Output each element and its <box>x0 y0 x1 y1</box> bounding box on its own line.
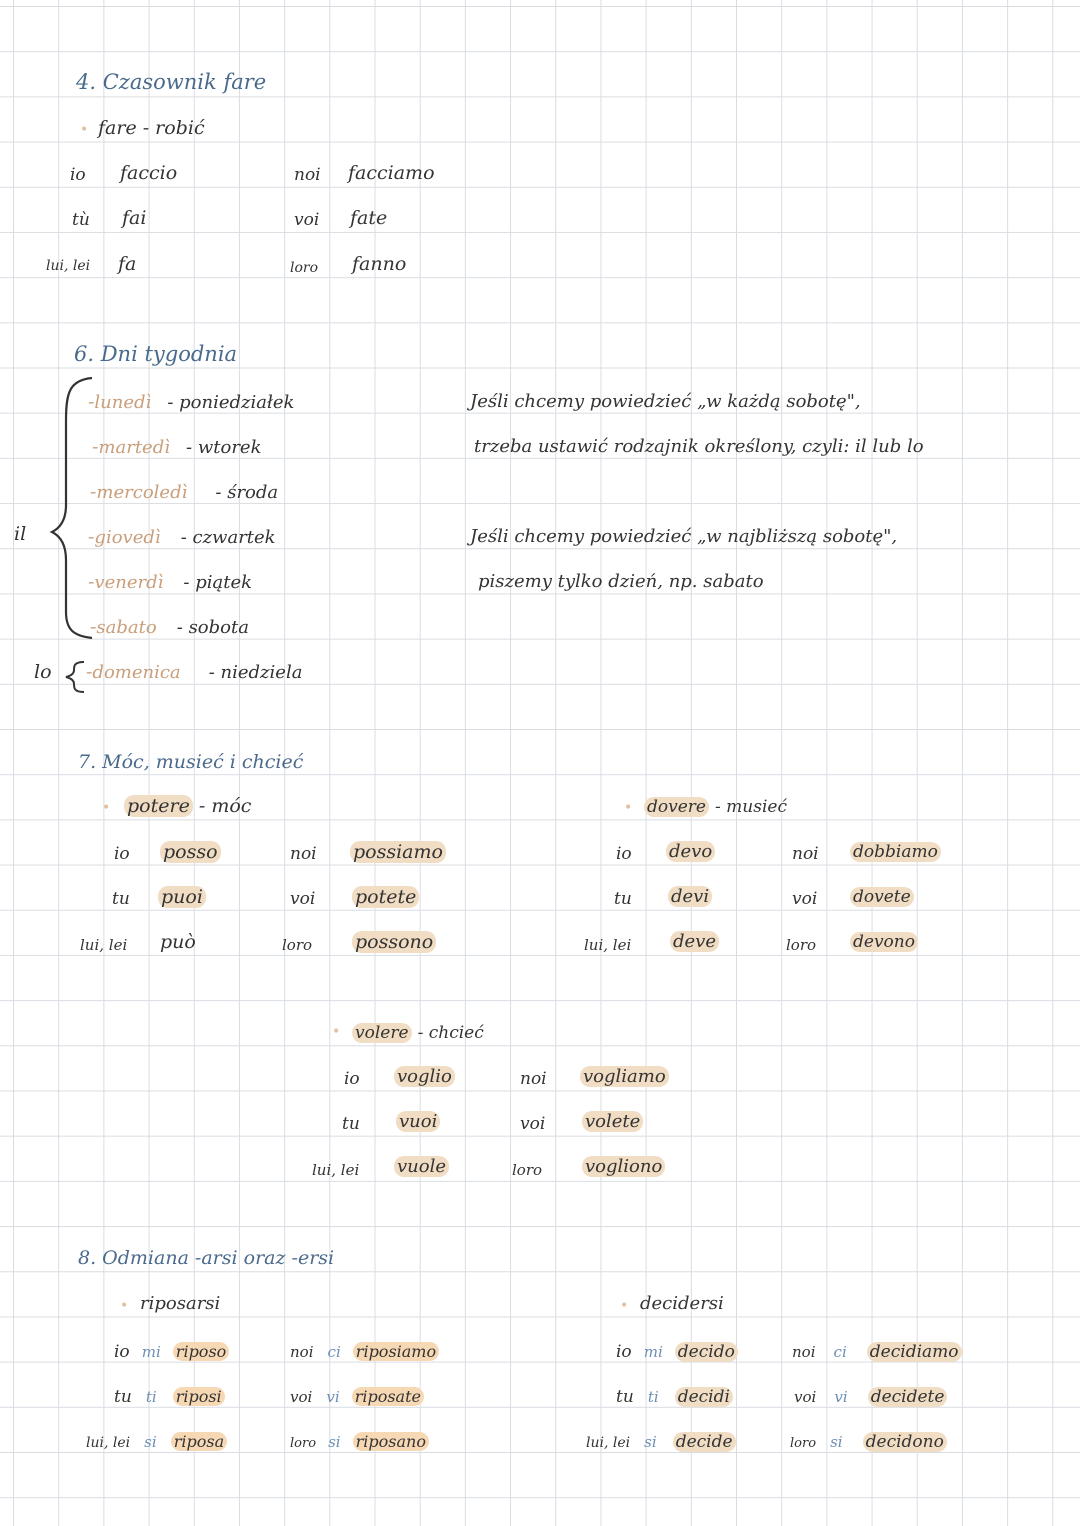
potere-title <box>124 794 251 818</box>
decidersi-pronoun: tu <box>616 1387 634 1407</box>
riposarsi-row <box>114 1339 229 1364</box>
fare-pronoun: loro <box>290 260 319 276</box>
day-italian: lunedì <box>94 392 152 413</box>
volere-form: volete <box>582 1111 643 1132</box>
decidersi-pronoun: loro <box>790 1436 817 1451</box>
potere-form: possono <box>352 931 436 953</box>
fare-form: fai <box>122 207 147 229</box>
bullet-icon: • <box>120 1298 129 1314</box>
reflexive-heading: 8. Odmiana -arsi oraz -ersi <box>78 1247 335 1269</box>
riposarsi-reflexive: si <box>328 1433 341 1451</box>
fare-form: fanno <box>352 253 407 275</box>
dovere-pronoun: tu <box>614 889 632 909</box>
potere-form: puoi <box>158 886 206 908</box>
decidersi-row <box>616 1339 738 1364</box>
fare-heading-number: 4. <box>76 70 97 94</box>
riposarsi-infinitive: riposarsi <box>140 1293 221 1314</box>
volere-pronoun: io <box>344 1069 360 1089</box>
riposarsi-pronoun: noi <box>290 1343 314 1361</box>
day-row-tuesday: -martedì - wtorek <box>92 436 262 458</box>
volere-pronoun: tu <box>342 1114 360 1134</box>
dovere-form: devo <box>666 841 715 862</box>
riposarsi-reflexive: ti <box>145 1388 157 1406</box>
day-polish: - piątek <box>183 572 253 593</box>
day-row-saturday: -sabato - sobota <box>90 616 249 638</box>
fare-form: facciamo <box>348 162 435 184</box>
fare-pronoun: noi <box>294 165 321 185</box>
fare-pronoun: tù <box>72 210 90 230</box>
day-row-thursday: -giovedì - czwartek <box>88 526 276 548</box>
dovere-pronoun: noi <box>792 844 819 864</box>
potere-pronoun: loro <box>282 936 313 954</box>
potere-pronoun: tu <box>112 889 130 909</box>
day-polish: - środa <box>215 482 279 503</box>
riposarsi-pronoun: loro <box>290 1436 317 1451</box>
potere-form: possiamo <box>350 841 446 863</box>
decidersi-reflexive: si <box>644 1433 657 1451</box>
volere-title <box>352 1020 484 1045</box>
potere-pronoun: voi <box>290 889 316 909</box>
riposarsi-row <box>290 1384 424 1409</box>
decidersi-form: decidi <box>675 1387 733 1407</box>
day-italian: martedì <box>98 437 170 458</box>
volere-form: vuoi <box>396 1111 440 1132</box>
volere-meaning: - chcieć <box>417 1023 484 1043</box>
day-polish: - wtorek <box>186 437 262 458</box>
potere-pronoun: io <box>114 844 130 864</box>
decidersi-form: decidono <box>863 1432 947 1452</box>
volere-form: vogliamo <box>580 1066 669 1087</box>
bullet-icon: • <box>80 122 89 138</box>
volere-form: vuole <box>394 1156 449 1177</box>
riposarsi-row <box>290 1429 429 1456</box>
riposarsi-pronoun: tu <box>114 1387 132 1407</box>
fare-heading-verb: fare <box>223 70 267 94</box>
riposarsi-pronoun: lui, lei <box>86 1435 131 1451</box>
decidersi-row <box>794 1384 947 1409</box>
fare-heading-title: Czasownik <box>102 70 217 94</box>
riposarsi-pronoun: io <box>114 1342 130 1362</box>
fare-pronoun: voi <box>294 210 320 230</box>
potere-form: può <box>160 931 196 953</box>
dovere-title <box>644 794 787 819</box>
riposarsi-form: riposano <box>353 1432 429 1451</box>
day-row-sunday: -domenica - niedziela <box>86 661 303 683</box>
decidersi-reflexive: vi <box>834 1388 848 1406</box>
riposarsi-pronoun: voi <box>290 1388 313 1406</box>
decidersi-reflexive: si <box>830 1433 843 1451</box>
volere-form: vogliono <box>582 1156 665 1177</box>
article-lo: lo <box>34 661 52 683</box>
volere-pronoun: noi <box>520 1069 547 1089</box>
decidersi-pronoun: io <box>616 1342 632 1362</box>
note-every-saturday-line2: trzeba ustawić rodzajnik określony, czyli: il lub lo <box>474 436 924 457</box>
riposarsi-form: riposa <box>171 1432 227 1451</box>
potere-form: potete <box>352 886 419 908</box>
riposarsi-form: riposate <box>352 1387 424 1406</box>
riposarsi-reflexive: mi <box>141 1343 161 1361</box>
decidersi-reflexive: mi <box>643 1343 663 1361</box>
riposarsi-form: riposi <box>173 1387 225 1406</box>
dovere-infinitive: dovere <box>644 797 709 817</box>
decidersi-reflexive: ci <box>833 1343 847 1361</box>
day-polish: - czwartek <box>180 527 276 548</box>
day-italian: mercoledì <box>96 482 188 503</box>
days-heading: 6. Dni tygodnia <box>74 342 238 366</box>
day-italian: venerdì <box>94 572 164 593</box>
day-italian: sabato <box>96 617 157 638</box>
day-row-wednesday: -mercoledì - środa <box>90 481 279 503</box>
decidersi-pronoun: lui, lei <box>586 1435 631 1451</box>
fare-infinitive: fare - robić <box>98 117 205 139</box>
potere-pronoun: noi <box>290 844 317 864</box>
day-row-friday: -venerdì - piątek <box>88 571 253 593</box>
note-next-saturday-line2: piszemy tylko dzień, np. sabato <box>478 571 764 592</box>
potere-form: posso <box>160 841 221 863</box>
note-every-saturday-line1: Jeśli chcemy powiedzieć „w każdą sobotę", <box>470 391 861 412</box>
bullet-icon: • <box>332 1024 341 1040</box>
riposarsi-row <box>114 1384 225 1409</box>
dovere-pronoun: io <box>616 844 632 864</box>
volere-form: voglio <box>394 1066 455 1087</box>
day-polish: - niedziela <box>208 662 303 683</box>
note-next-saturday-line1: Jeśli chcemy powiedzieć „w najbliższą sobotę", <box>470 526 898 547</box>
article-il: il <box>14 523 27 545</box>
bullet-icon: • <box>620 1298 629 1314</box>
potere-pronoun: lui, lei <box>80 936 128 954</box>
potere-meaning: - móc <box>198 795 252 817</box>
potere-infinitive: potere <box>124 795 193 817</box>
fare-form: faccio <box>120 162 178 184</box>
dovere-pronoun: lui, lei <box>584 936 632 954</box>
decidersi-row <box>586 1429 736 1455</box>
decidersi-form: decide <box>673 1432 736 1452</box>
volere-pronoun: voi <box>520 1114 546 1134</box>
volere-pronoun: lui, lei <box>312 1161 360 1179</box>
volere-pronoun: loro <box>512 1161 543 1179</box>
riposarsi-reflexive: ci <box>327 1343 341 1361</box>
fare-pronoun: lui, lei <box>46 258 91 274</box>
riposarsi-form: riposiamo <box>353 1342 439 1361</box>
decidersi-form: decidiamo <box>867 1342 962 1362</box>
dovere-form: dovete <box>850 887 914 907</box>
decidersi-pronoun: noi <box>792 1343 816 1361</box>
dovere-form: devi <box>668 886 712 907</box>
riposarsi-row <box>290 1339 439 1364</box>
bullet-icon: • <box>624 800 633 816</box>
dovere-form: dobbiamo <box>850 842 941 862</box>
dovere-form: deve <box>670 931 719 952</box>
dovere-form: devono <box>850 932 918 952</box>
fare-pronoun: io <box>70 165 86 185</box>
dovere-meaning: - musieć <box>715 797 787 817</box>
decidersi-row <box>616 1384 733 1409</box>
day-italian: giovedì <box>94 527 161 548</box>
fare-form: fate <box>350 207 388 229</box>
riposarsi-row <box>86 1429 227 1455</box>
decidersi-form: decido <box>675 1342 738 1362</box>
decidersi-row <box>792 1339 962 1364</box>
day-italian: domenica <box>92 662 181 683</box>
riposarsi-reflexive: vi <box>326 1388 340 1406</box>
decidersi-reflexive: ti <box>647 1388 659 1406</box>
decidersi-pronoun: voi <box>794 1388 817 1406</box>
dovere-pronoun: loro <box>786 936 817 954</box>
decidersi-form: decidete <box>868 1387 948 1407</box>
fare-form: fa <box>118 253 137 275</box>
dovere-pronoun: voi <box>792 889 818 909</box>
volere-infinitive: volere <box>352 1023 412 1043</box>
decidersi-row <box>790 1429 947 1456</box>
riposarsi-form: riposo <box>173 1342 229 1361</box>
day-polish: - poniedziałek <box>167 392 295 413</box>
decidersi-infinitive: decidersi <box>640 1293 724 1314</box>
day-polish: - sobota <box>176 617 249 638</box>
modal-heading: 7. Móc, musieć i chcieć <box>78 751 304 773</box>
riposarsi-reflexive: si <box>144 1433 157 1451</box>
bullet-icon: • <box>102 800 111 816</box>
day-row-monday: -lunedì - poniedziałek <box>88 391 295 413</box>
